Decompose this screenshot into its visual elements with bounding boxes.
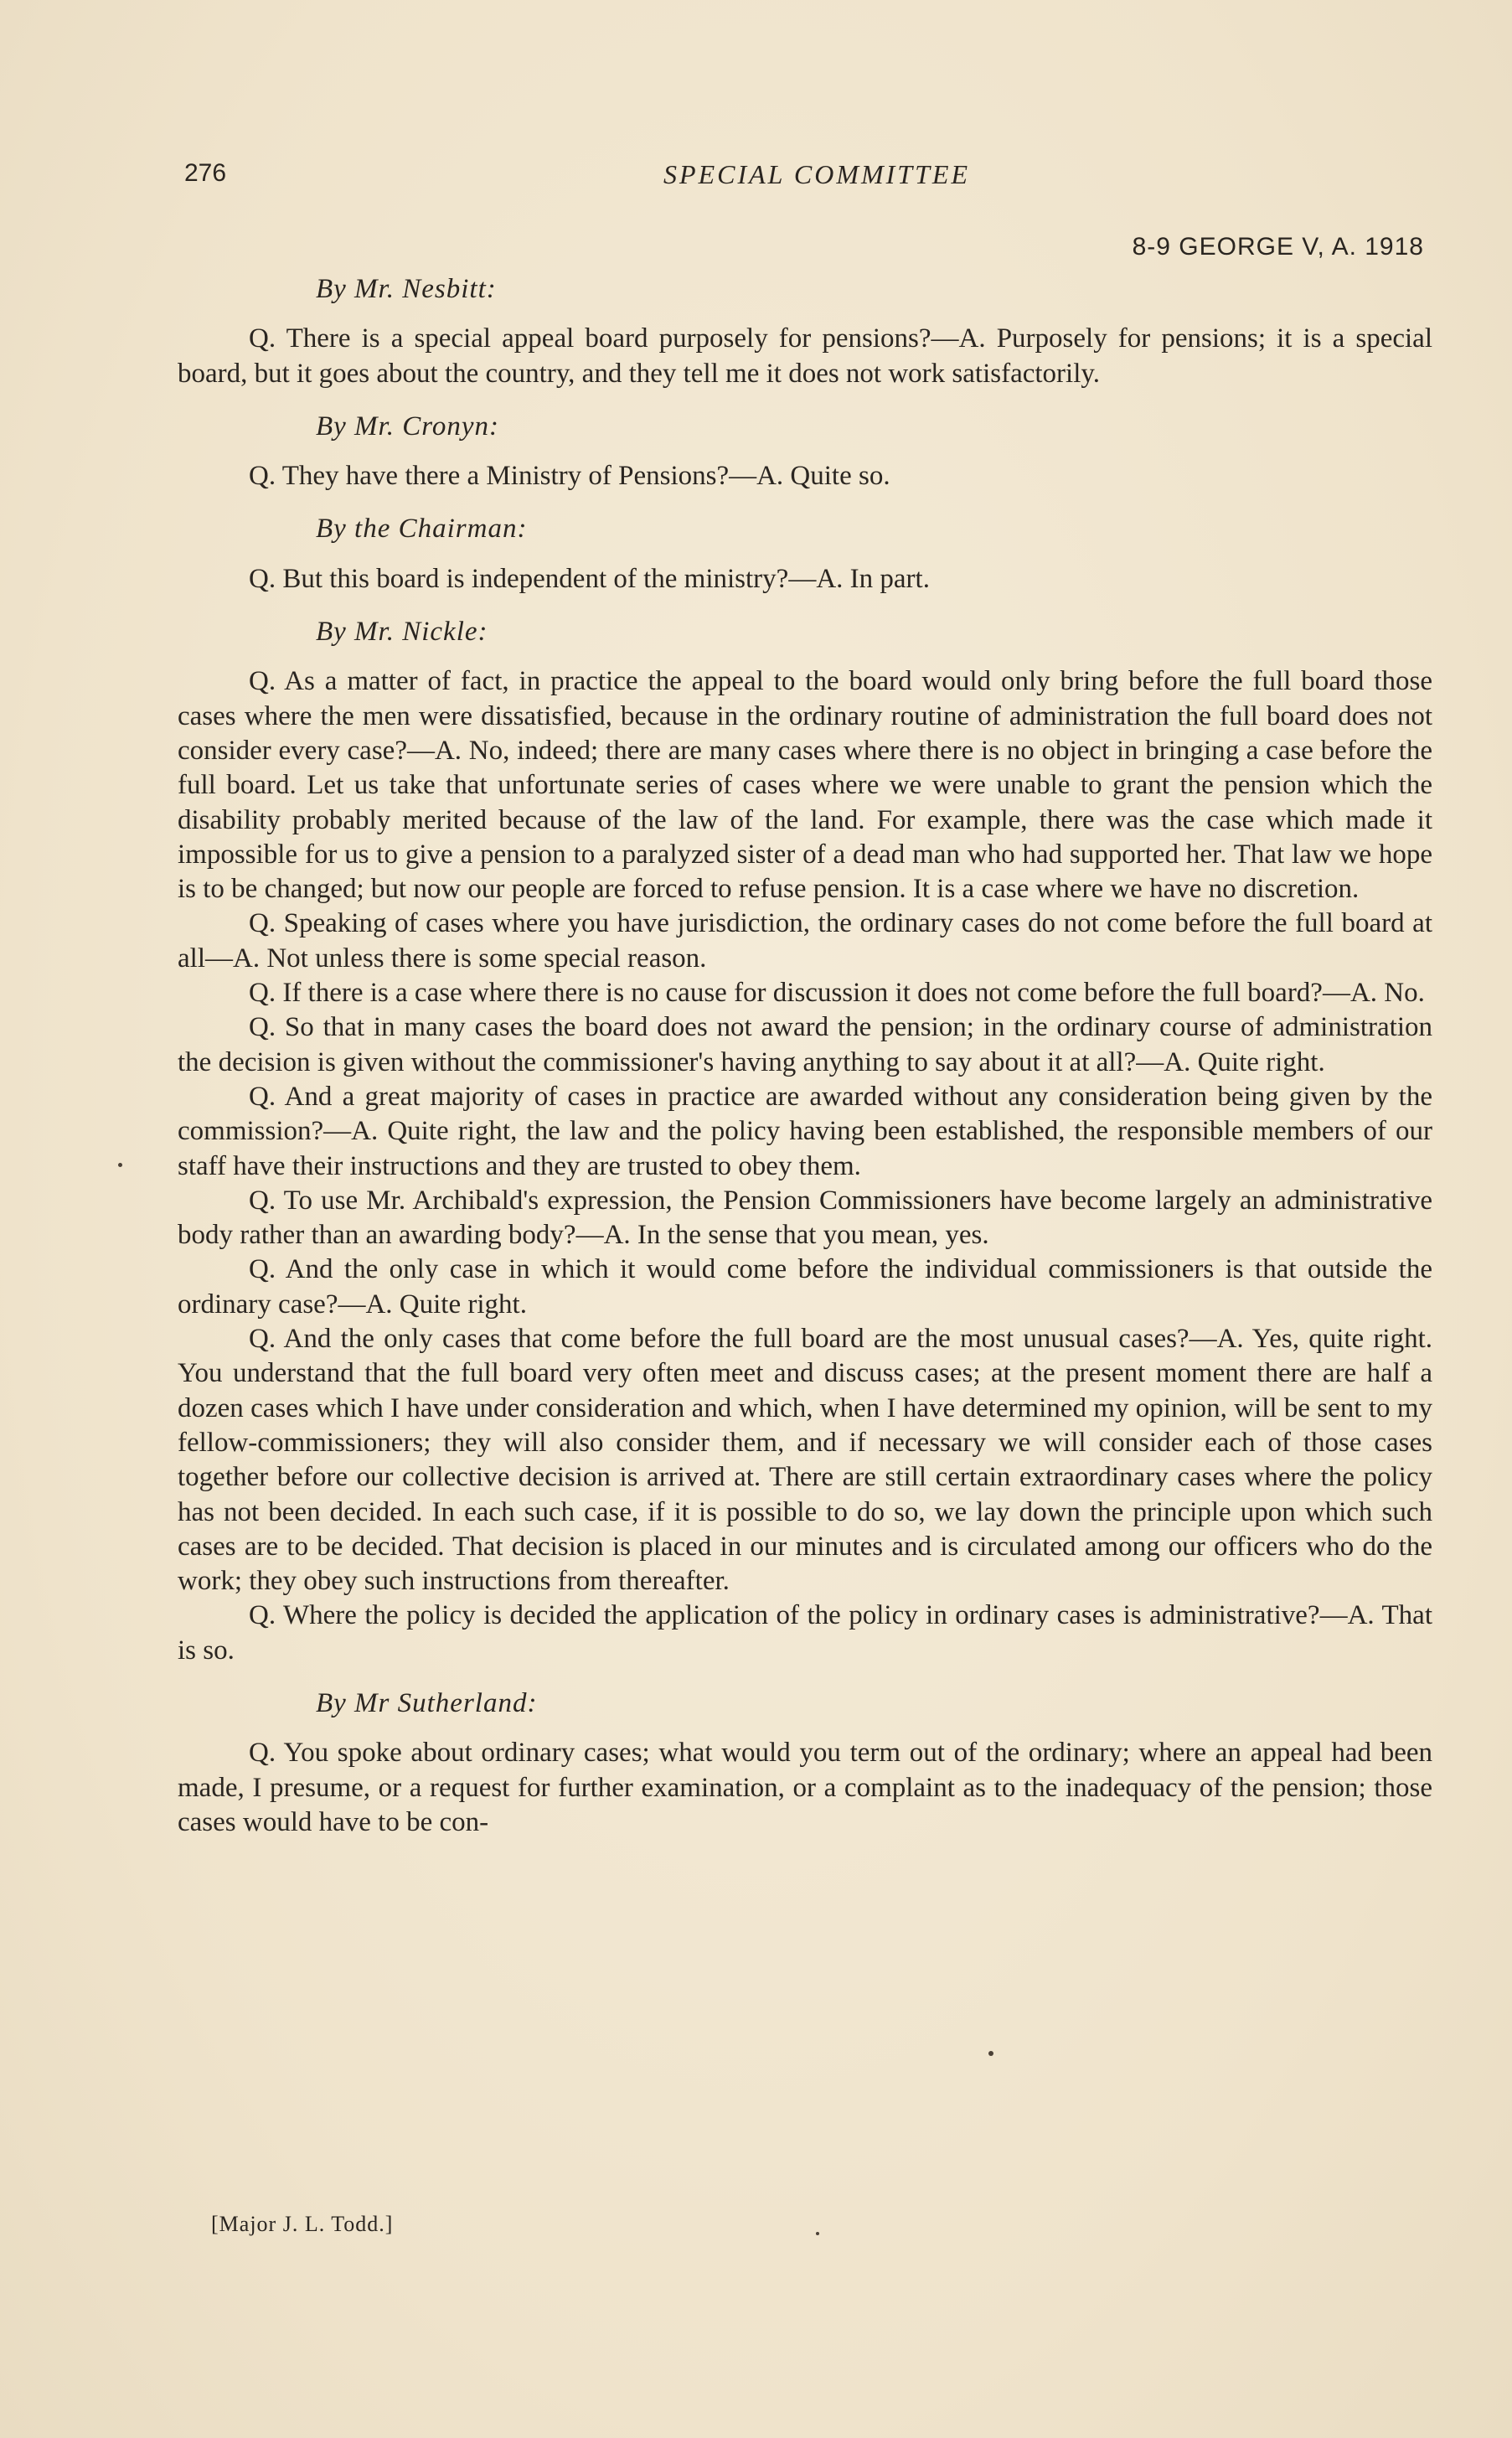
paper-speck bbox=[816, 2232, 819, 2235]
testimony-paragraph: Q. To use Mr. Archibald's expression, the Pension Commissioners have become largely an administrative body rather than an awarding body?—A. In the sense that you mean, yes. bbox=[178, 1185, 1432, 1251]
testimony-paragraph: Q. As a matter of fact, in practice the appeal to the board would only bring before the full board those cases where the men were dissatisfied, because in the ordinary routine of administration the full board does not consider every case?—A. No, indeed; there are many cases where there is no object in bringing a case before the full board. Let us take that unfortunate series of cases where we were unable to grant the pension which the disability probably merited because of the law of the land. For example, there was the case which made it impossible for us to give a pension to a paralyzed sister of a dead man who had supported her. That law we hope is to be changed; but now our people are forced to refuse pension. It is a case where we have no discretion. bbox=[178, 666, 1432, 905]
testimony-paragraph: Q. If there is a case where there is no cause for discussion it does not come before the full board?—A. No. bbox=[249, 978, 1425, 1009]
speaker-heading: By Mr Sutherland: bbox=[316, 1687, 538, 1718]
testimony-paragraph: Q. Where the policy is decided the application of the policy in ordinary cases is administrative?—A. That is so. bbox=[178, 1600, 1432, 1666]
paper-speck bbox=[988, 2051, 993, 2056]
testimony-paragraph: Q. And the only cases that come before the full board are the most unusual cases?—A. Yes, quite right. You understand that the full board very often meet and discuss cases; at the present moment there are half a dozen cases which I have under consideration and which, when I have determined my opinion, will be sent to my fellow-commissioners; they will also consider them, and if necessary we will consider each of those cases together before our collective decision is arrived at. There are still certain extraordinary cases where the policy has not been decided. In each such case, if it is possible to do so, we lay down the principle upon which such cases are to be decided. That decision is placed in our minutes and is circulated among our officers who do the work; they obey such instructions from thereafter. bbox=[178, 1324, 1432, 1597]
section-nickle bbox=[178, 615, 1432, 1668]
paper-speck bbox=[118, 1163, 122, 1167]
testimony-paragraph: Q. And a great majority of cases in practice are awarded without any consideration being given by the commission?—A. Quite right, the law and the policy having been established, the responsible members of our staff have their instructions and they are trusted to obey them. bbox=[178, 1081, 1432, 1181]
section-nesbitt bbox=[178, 272, 1432, 391]
page-number: 276 bbox=[184, 159, 227, 187]
section-chairman bbox=[178, 512, 1432, 597]
speaker-heading: By the Chairman: bbox=[316, 514, 528, 545]
section-cronyn bbox=[178, 410, 1432, 494]
testimony-paragraph: Q. And the only case in which it would come before the individual commissioners is that outside the ordinary case?—A. Quite right. bbox=[178, 1254, 1432, 1320]
section-sutherland bbox=[178, 1686, 1432, 1840]
speaker-heading: By Mr. Nesbitt: bbox=[316, 274, 497, 304]
testimony-paragraph: Q. They have there a Ministry of Pensions?—A. Quite so. bbox=[249, 461, 890, 492]
session-line: 8-9 GEORGE V, A. 1918 bbox=[1132, 233, 1424, 261]
running-title: SPECIAL COMMITTEE bbox=[663, 159, 970, 189]
testimony-paragraph: Q. So that in many cases the board does not award the pension; in the ordinary course of administration the decision is given without the commissioner's having anything to say about it at all?—A. Quite right. bbox=[178, 1012, 1432, 1077]
speaker-heading: By Mr. Cronyn: bbox=[316, 411, 499, 442]
testimony-paragraph: Q. Speaking of cases where you have jurisdiction, the ordinary cases do not come before the full board at all—A. Not unless there is some special reason. bbox=[178, 908, 1432, 974]
testimony-paragraph: Q. But this board is independent of the ministry?—A. In part. bbox=[249, 563, 930, 594]
speaker-heading: By Mr. Nickle: bbox=[316, 617, 488, 648]
body-text bbox=[178, 272, 1432, 1840]
testimony-paragraph: Q. There is a special appeal board purposely for pensions?—A. Purposely for pensions; it is a special board, but it goes about the country, and they tell me it does not work satisfactorily. bbox=[178, 323, 1432, 389]
testimony-paragraph: Q. You spoke about ordinary cases; what would you term out of the ordinary; where an appeal had been made, I presume, or a request for further examination, or a complaint as to the inadequacy of the pension; those cases would have to be con- bbox=[178, 1738, 1432, 1837]
footer-attribution: [Major J. L. Todd.] bbox=[211, 2212, 394, 2236]
page-header bbox=[184, 159, 1441, 193]
